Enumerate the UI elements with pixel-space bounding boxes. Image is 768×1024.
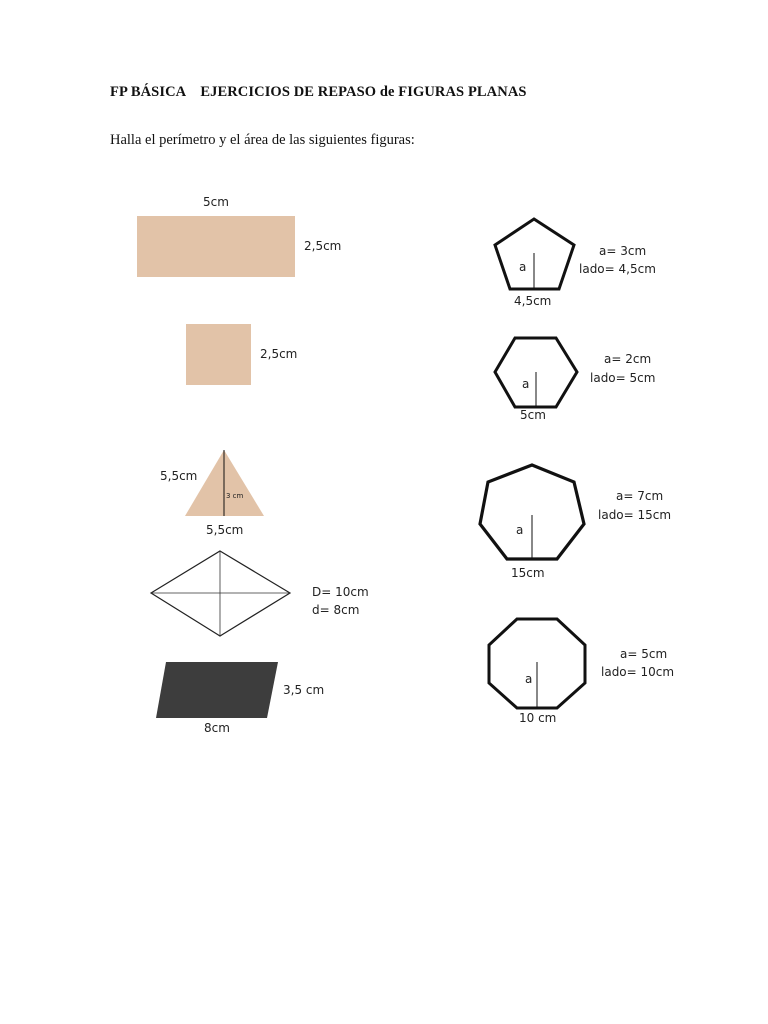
parallelogram-height-label: 3,5 cm (283, 683, 325, 697)
heptagon-apothem-label: a= 7cm (616, 489, 664, 503)
hexagon-a-label: a (522, 377, 530, 391)
octagon-base-label: 10 cm (519, 711, 557, 725)
page-header (110, 84, 527, 101)
instruction-text: Halla el perímetro y el área de las siguientes figuras: (110, 132, 415, 148)
rhombus-figure (148, 548, 294, 642)
parallelogram-base-label: 8cm (204, 721, 230, 735)
heptagon-a-label: a (516, 523, 524, 537)
heptagon-figure (474, 460, 590, 566)
parallelogram-shape (156, 662, 278, 718)
pentagon-base-label: 4,5cm (514, 294, 552, 308)
rectangle-shape (137, 216, 295, 277)
triangle-figure (180, 445, 270, 521)
heptagon-side-label: lado= 15cm (598, 508, 672, 522)
octagon-figure (484, 615, 590, 711)
hexagon-figure (490, 334, 582, 412)
header-title: EJERCICIOS DE REPASO de FIGURAS PLANAS (200, 84, 527, 100)
pentagon-side-label: lado= 4,5cm (579, 262, 656, 276)
header-course: FP BÁSICA (110, 84, 186, 100)
octagon-apothem-label: a= 5cm (620, 647, 668, 661)
hexagon-side-label: lado= 5cm (590, 371, 656, 385)
parallelogram-figure (150, 658, 282, 722)
pentagon-figure (490, 215, 580, 295)
pentagon-a-label: a (519, 260, 527, 274)
rectangle-width-label: 5cm (203, 195, 229, 209)
heptagon-base-label: 15cm (511, 566, 545, 580)
triangle-height-label: 3 cm (226, 492, 244, 500)
rhombus-small-diagonal-label: d= 8cm (312, 603, 360, 617)
hexagon-base-label: 5cm (520, 408, 546, 422)
rectangle-height-label: 2,5cm (304, 239, 342, 253)
rhombus-shape (151, 551, 290, 636)
octagon-a-label: a (525, 672, 533, 686)
octagon-side-label: lado= 10cm (601, 665, 675, 679)
hexagon-apothem-label: a= 2cm (604, 352, 652, 366)
square-shape (186, 324, 251, 385)
triangle-base-label: 5,5cm (206, 523, 244, 537)
triangle-side-label: 5,5cm (160, 469, 198, 483)
square-side-label: 2,5cm (260, 347, 298, 361)
rhombus-big-diagonal-label: D= 10cm (312, 585, 369, 599)
pentagon-apothem-label: a= 3cm (599, 244, 647, 258)
